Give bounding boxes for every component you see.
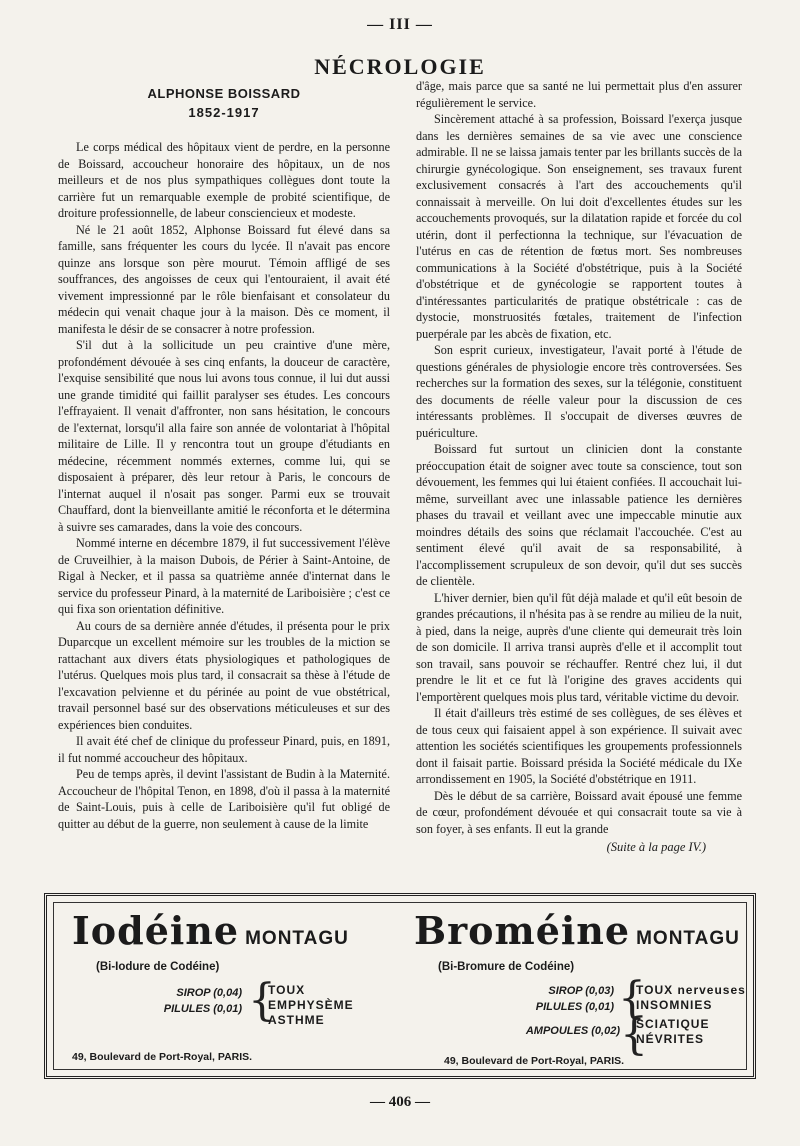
ad-bromeine-brand: Broméine <box>414 908 631 953</box>
brace-icon: { <box>618 973 646 1024</box>
page-number-bottom: — 406 — <box>370 1094 430 1110</box>
paragraph: Le corps médical des hôpitaux vient de perdre, en la personne de Boissard, accoucheur honoraire des hôpitaux, un de nos meilleurs et de nos plus sympathiques collègues dont toute la carrière fut un remarquable exemple de probité scientifique, de droiture professionnelle, de labeur consciencieux et modeste. <box>58 140 390 220</box>
ad-bromeine-indications-a <box>636 983 746 1013</box>
ad-indication: INSOMNIES <box>636 998 713 1012</box>
ad-iodeine <box>62 903 402 1069</box>
paragraph: Au cours de sa dernière année d'études, il présenta pour le prix Duparcque un excellent mémoire sur les troubles de la miction se rattachant aux divers états physiologiques et pathologiques de l'utérus. Quelques mois plus tard, il consacrait sa thèse à l'étude de l'excavation pelvienne et du périnée au point de vue obstétrical, travail personnel basé sur des observations méticuleuses et sur des expériences bien conduites. <box>58 618 390 732</box>
paragraph-continuation: d'âge, mais parce que sa santé ne lui permettait plus d'en assurer régulièrement le service. <box>416 79 742 110</box>
ad-iodeine-maker: MONTAGU <box>245 928 349 949</box>
ad-iodeine-address: 49, Boulevard de Port-Royal, PARIS. <box>72 1051 253 1063</box>
ad-indication: SCIATIQUE <box>636 1017 710 1031</box>
left-column <box>58 78 390 832</box>
ad-indication: NÉVRITES <box>636 1032 705 1046</box>
brace-icon: { <box>248 975 276 1026</box>
ad-bromeine-indications-b <box>636 1017 709 1047</box>
section-heading: NÉCROLOGIE <box>314 54 486 79</box>
ad-indication: TOUX <box>268 983 306 997</box>
paragraph: Boissard fut surtout un clinicien dont la constante préoccupation était de soigner avec toute sa conscience, tout son dévouement, les femmes qui lui étaient confiées. Il accouchait lui-même, surveillant avec une inlassable patience les dernières phases du travail et veillant avec une impeccable minutie aux moindres détails des soins que réclamait l'accouchée. C'est au sentiment élevé qu'il avait de sa responsabilité, à l'accomplissement scrupuleux de son devoir, qu'il dut ses succès de clientèle. <box>416 442 742 588</box>
brace-icon: { <box>620 1009 648 1060</box>
ad-bromeine-maker: MONTAGU <box>636 928 740 949</box>
paragraph: Sincèrement attaché à sa profession, Boissard l'exerça jusque dans les dernières semaines de sa vie avec une conscience admirable. Il ne se laissa jamais tenter par les brillants succès de la chirurgie gynécologique. Son enseignement, ses travaux furent exclusivement consacrés à l'art des accouchements qu'il connaissait à merveille. On lui doit d'excellentes études sur les accouchements provoqués, sur la dilatation rapide et forcée du col utérin, dont il perfectionna la technique, sur l'évacuation de l'utérus en cas de rétention de fœtus mort. Ses nombreuses communications à la Société d'obstétrique, puis à la Société d'obstétrique et de gynécologie se rapportent toutes à d'intéressantes particularités de pratique obstétricale : cas de dystocie, monstruosités fœtales, traitement de l'infection puerpérale par les abcès de fixation, etc. <box>416 112 742 341</box>
continued-note: (Suite à la page IV.) <box>606 840 706 854</box>
ad-form: PILULES (0,01) <box>163 1003 242 1015</box>
ad-iodeine-brand: Iodéine <box>72 908 240 953</box>
ad-indication: ASTHME <box>268 1013 325 1027</box>
ad-form: PILULES (0,01) <box>535 1001 614 1013</box>
paragraph: L'hiver dernier, bien qu'il fût déjà malade et qu'il eût besoin de grandes précautions, il n'hésita pas à se rendre au milieu de la nuit, à pied, dans la neige, auprès d'une cliente qui demeurait très loin de son domicile. Il arriva transi auprès d'elle et il accomplit tout son travail, sans pouvoir se réchauffer. Rentré chez lui, il dut prendre le lit et ce fut là l'origine des graves accidents qui l'emportèrent quelques mois plus tard, véritable victime du devoir. <box>416 590 742 704</box>
paragraph: Il avait été chef de clinique du professeur Pinard, puis, en 1891, il fut nommé accoucheur des hôpitaux. <box>58 734 390 765</box>
page-number-top: — III — <box>367 16 433 33</box>
article-years: 1852-1917 <box>188 104 260 120</box>
advertisement-box <box>44 893 756 1079</box>
paragraph: Nommé interne en décembre 1879, il fut successivement l'élève de Cruveilhier, à la maison Dubois, de Périer à Saint-Antoine, de Rigal à Necker, et il passa sa quatrième année d'internat dans le service du professeur Pinard, à la maternité de Lariboisière ; c'est ce qui fixa son orientation définitive. <box>58 536 390 616</box>
ad-bromeine-subtitle: (Bi-Bromure de Codéine) <box>438 961 575 973</box>
ad-bromeine-forms-b <box>510 1023 620 1039</box>
article-title: ALPHONSE BOISSARD <box>147 86 301 101</box>
ad-form: SIROP (0,04) <box>176 987 242 999</box>
ad-bromeine-forms-a <box>514 983 614 1015</box>
paragraph: Il était d'ailleurs très estimé de ses collègues, de ses élèves et de tous ceux qui faisaient appel à son expérience. Il suivait avec attention les sociétés scientifiques les groupements professionnels dont il faisait partie. Boissard présida la Société médicale du IXe arrondissement en 1905, la Société d'obstétrique en 1911. <box>416 706 742 786</box>
paragraph: Son esprit curieux, investigateur, l'avait porté à l'étude de questions générales de physiologie encore très controversées. Ses recherches sur la formation des sexes, sur la télégonie, constituent des documents de réelle valeur pour la discussion de ces intéressants problèmes. Il s'occupait de diverses œuvres de puériculture. <box>416 343 742 440</box>
advertisement-inner-frame <box>53 902 747 1070</box>
paragraph: Dès le début de sa carrière, Boissard avait épousé une femme de cœur, profondément dévouée et qui consacrait toute sa vie à son foyer, à ses enfants. Il eut la grande <box>416 788 742 836</box>
ad-iodeine-forms <box>142 985 242 1017</box>
paragraph: Peu de temps après, il devint l'assistant de Budin à la Maternité. Accoucheur de l'hôpital Tenon, en 1898, d'où il passa à la maternité de Saint-Louis, puis à celle de Lariboisière qu'il fut obligé de quitter au début de la guerre, non seulement à cause de la limite <box>58 767 390 831</box>
ad-bromeine-address: 49, Boulevard de Port-Royal, PARIS. <box>444 1055 625 1067</box>
ad-bromeine <box>414 903 754 1069</box>
paragraph: S'il dut à la sollicitude un peu craintive d'une mère, profondément dévouée à ses cinq enfants, la douceur de caractère, l'exquise sensibilité que nous lui avons tous connue, il lui dut aussi une grande timidité qui faillit paralyser ses études. Les concours l'effrayaient. Il venait d'affronter, non sans hésitation, le concours de l'externat, lorsqu'il alla faire son année de volontariat à l'hôpital militaire de Lille. Il y rencontra tout un groupe d'étudiants en médecine, récemment nommés externes, comme lui, qui se disposaient à préparer, dès leur retour à Paris, le concours de l'internat auquel il n'osait pas songer. Parmi eux se trouvait Chauffard, dont la bienveillante amitié le réconforta et le détermina à suivre ses camarades, dans la voie des concours. <box>58 338 390 534</box>
ad-form: SIROP (0,03) <box>548 985 614 997</box>
ad-indication: EMPHYSÈME <box>268 998 354 1012</box>
ad-iodeine-brand-row <box>72 908 349 953</box>
paragraph: Né le 21 août 1852, Alphonse Boissard fut élevé dans sa famille, sans fréquenter les cours du lycée. Il n'avait pas encore quinze ans lorsque son père mourut. Témoin affligé de ses souffrances, des angoisses de ceux qui l'entouraient, il avait été vivement impressionné par le rôle bienfaisant et consolateur du médecin qui venait chaque jour à la maison. Dès ce moment, il manifesta le désir de se consacrer à notre profession. <box>58 222 390 336</box>
ad-iodeine-indications <box>268 983 354 1028</box>
ad-indication: TOUX nerveuses <box>636 983 746 997</box>
ad-bromeine-brand-row <box>414 908 740 953</box>
right-column <box>416 78 742 856</box>
ad-form: AMPOULES (0,02) <box>525 1025 620 1037</box>
ad-iodeine-subtitle: (Bi-Iodure de Codéine) <box>96 961 220 973</box>
